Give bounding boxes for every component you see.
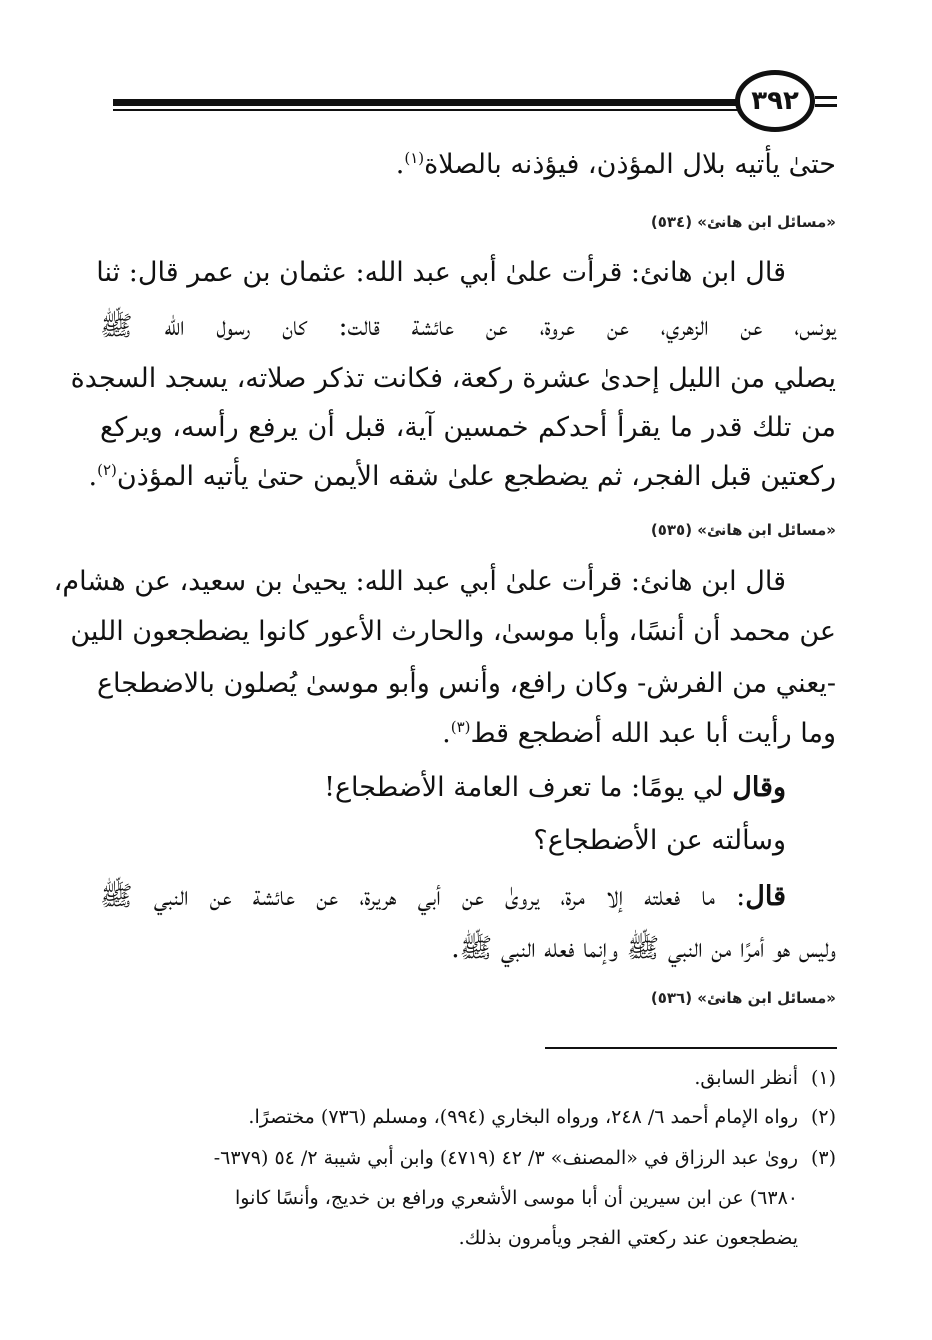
footnote-continuation: يضطجعون عند ركعتي الفجر ويأمرون بذلك. [458,1227,798,1249]
line-end: . [442,718,451,749]
page-number: ٣٩٢ [735,70,815,132]
header-rule-thin [113,109,738,111]
line-text: حتىٰ يأتيه بلال المؤذن، فيؤذنه بالصلاة [424,149,836,180]
footnote [100,1148,836,1170]
line-text: وما رأيت أبا عبد الله أضطجع قط [470,718,836,749]
line-text: : ما فعلته إلا مرة، يروىٰ عن أبي هريرة، عن عائشة عن النبي ﷺ [100,881,746,912]
speaker-label: قال [745,881,786,912]
line-text: ركعتين قبل الفجر، ثم يضطجع علىٰ شقه الأيمن حتىٰ يأتيه المؤذن [116,461,836,492]
line-end: . [88,461,98,492]
text-line [100,882,836,912]
footnote-text: أنظر السابق. [694,1067,798,1089]
text-line: وسألته عن الأضطجاع؟ [533,825,786,856]
footnote-number: (٣) [810,1147,836,1169]
header-rule [113,99,738,106]
source-citation: «مسائل ابن هانئ» (٥٣٤) [650,213,836,231]
footnote [100,1068,836,1090]
footnote [100,1107,836,1129]
line-end: . [395,149,405,180]
text-line [100,150,836,180]
footnote-text: روىٰ عبد الرزاق في «المصنف» ٣/ ٤٢ (٤٧١٩) وابن أبي شيبة ٢/ ٥٤ (٦٣٧٩- [213,1147,798,1169]
text-line: وليس هو أمرًا من النبي ﷺ وإنما فعله النبي ﷺ. [451,933,836,964]
text-line [100,719,836,749]
footnote-continuation: ٦٣٨٠) عن ابن سيرين أن أبا موسى الأشعري ورافع بن خديج، وأنسًا كانوا [234,1187,798,1209]
footnote-marker: (١) [404,149,425,167]
text-line: يصلي من الليل إحدىٰ عشرة ركعة، فكانت تذكر صلاته، يسجد السجدة [70,363,836,394]
footnote-separator [545,1047,837,1049]
text-line [88,461,836,492]
text-line: من تلك قدر ما يقرأ أحدكم خمسين آية، قبل أن يرفع رأسه، ويركع [100,412,836,443]
source-citation: «مسائل ابن هانئ» (٥٣٦) [650,989,836,1007]
text-line: قال ابن هانئ: قرأت علىٰ أبي عبد الله: عثمان بن عمر قال: ثنا [96,257,786,288]
header-rule-right-lower [815,104,837,107]
footnote-marker: (٢) [97,461,117,479]
source-citation: «مسائل ابن هانئ» (٥٣٥) [650,521,836,539]
text-line: يونس، عن الزهري، عن عروة، عن عائشة قالت: كان رسول الله ﷺ [100,311,836,342]
speaker-label: وقال [732,772,786,803]
line-text: لي يومًا: ما تعرف العامة الأضطجاع! [324,772,733,803]
footnote-number: (١) [810,1067,836,1089]
footnote-text: رواه الإمام أحمد ٦/ ٢٤٨، ورواه البخاري (٩٩٤)، ومسلم (٧٣٦) مختصرًا. [248,1106,798,1128]
text-line: -يعني من الفرش- وكان رافع، وأنس وأبو موسىٰ يُصلون بالاضطجاع [96,668,836,699]
text-line: عن محمد أن أنسًا، وأبا موسىٰ، والحارث الأعور كانوا يضطجعون اللين [70,616,836,647]
text-line [100,773,836,803]
footnote-marker: (٣) [450,718,471,736]
footnote-number: (٢) [810,1106,836,1128]
header-rule-right [815,96,837,99]
text-line: قال ابن هانئ: قرأت علىٰ أبي عبد الله: يحيىٰ بن سعيد، عن هشام، [53,566,786,597]
